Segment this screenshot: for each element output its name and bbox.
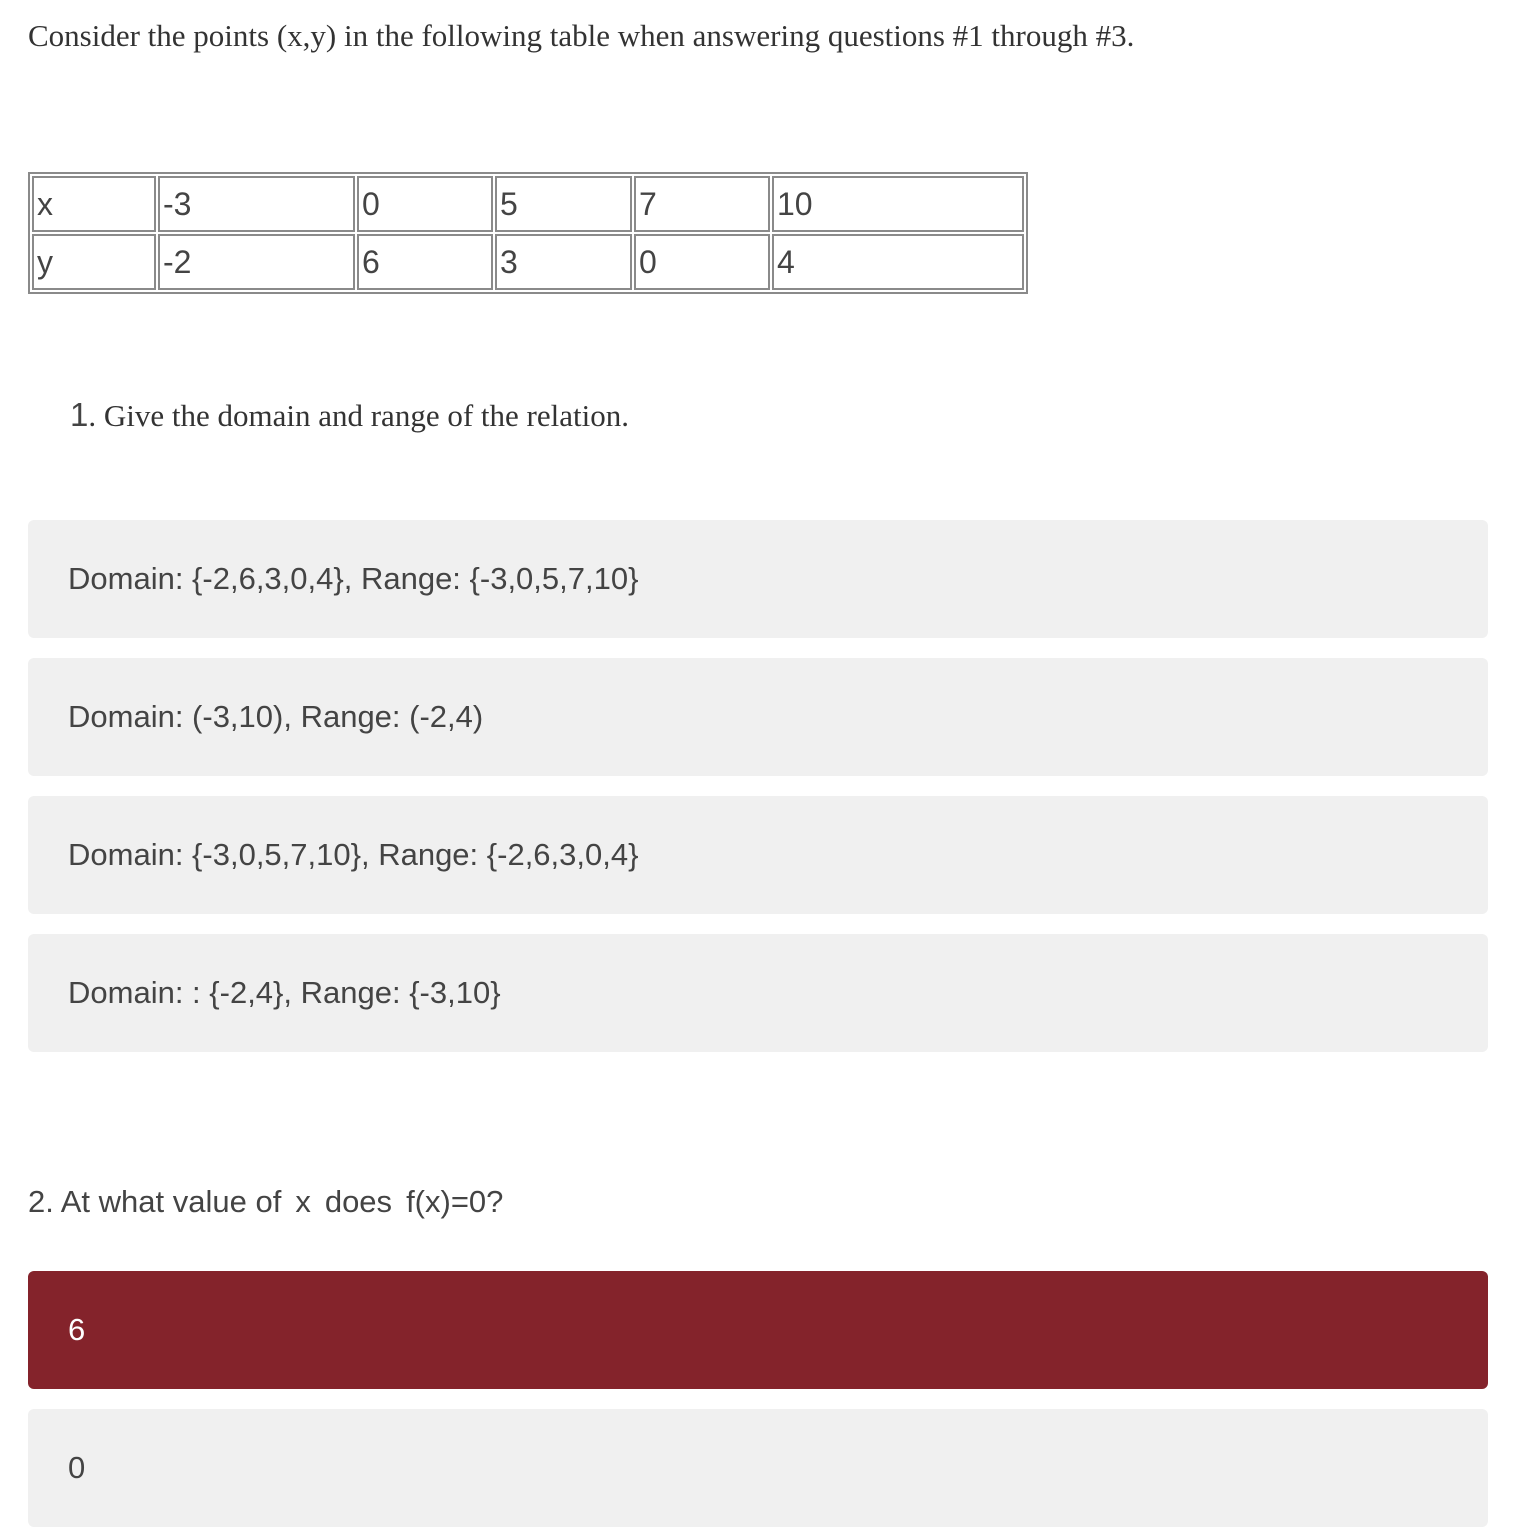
- table-cell: 4: [772, 234, 1024, 290]
- table-cell: 7: [634, 176, 770, 232]
- question-2-prefix: 2. At what value of: [28, 1184, 282, 1219]
- q1-option-2[interactable]: Domain: (-3,10), Range: (-2,4): [28, 658, 1488, 776]
- table-row-y: [32, 234, 1024, 290]
- table-cell: -3: [158, 176, 355, 232]
- table-cell: -2: [158, 234, 355, 290]
- table-cell: 10: [772, 176, 1024, 232]
- table-cell: 0: [357, 176, 493, 232]
- table-cell: 0: [634, 234, 770, 290]
- question-1-number: 1: [70, 396, 89, 433]
- question-2-middle: does: [324, 1184, 393, 1219]
- table-cell: 5: [495, 176, 632, 232]
- q1-option-1[interactable]: Domain: {-2,6,3,0,4}, Range: {-3,0,5,7,10}: [28, 520, 1488, 638]
- question-1-text: . Give the domain and range of the relation.: [88, 398, 629, 433]
- q2-option-1-selected[interactable]: 6: [28, 1271, 1488, 1389]
- question-1: [70, 396, 629, 434]
- q1-option-3[interactable]: Domain: {-3,0,5,7,10}, Range: {-2,6,3,0,4}: [28, 796, 1488, 914]
- table-cell: 3: [495, 234, 632, 290]
- question-2: [28, 1184, 503, 1220]
- points-table: [28, 172, 1028, 294]
- question-2-variable: x: [295, 1184, 311, 1219]
- intro-text: Consider the points (x,y) in the following table when answering questions #1 through #3.: [28, 18, 1135, 53]
- table-cell: x: [32, 176, 156, 232]
- question-2-expression: f(x)=0?: [406, 1184, 504, 1219]
- q1-option-4[interactable]: Domain: : {-2,4}, Range: {-3,10}: [28, 934, 1488, 1052]
- table-row-x: [32, 176, 1024, 232]
- q2-option-2[interactable]: 0: [28, 1409, 1488, 1527]
- table-cell: y: [32, 234, 156, 290]
- table-cell: 6: [357, 234, 493, 290]
